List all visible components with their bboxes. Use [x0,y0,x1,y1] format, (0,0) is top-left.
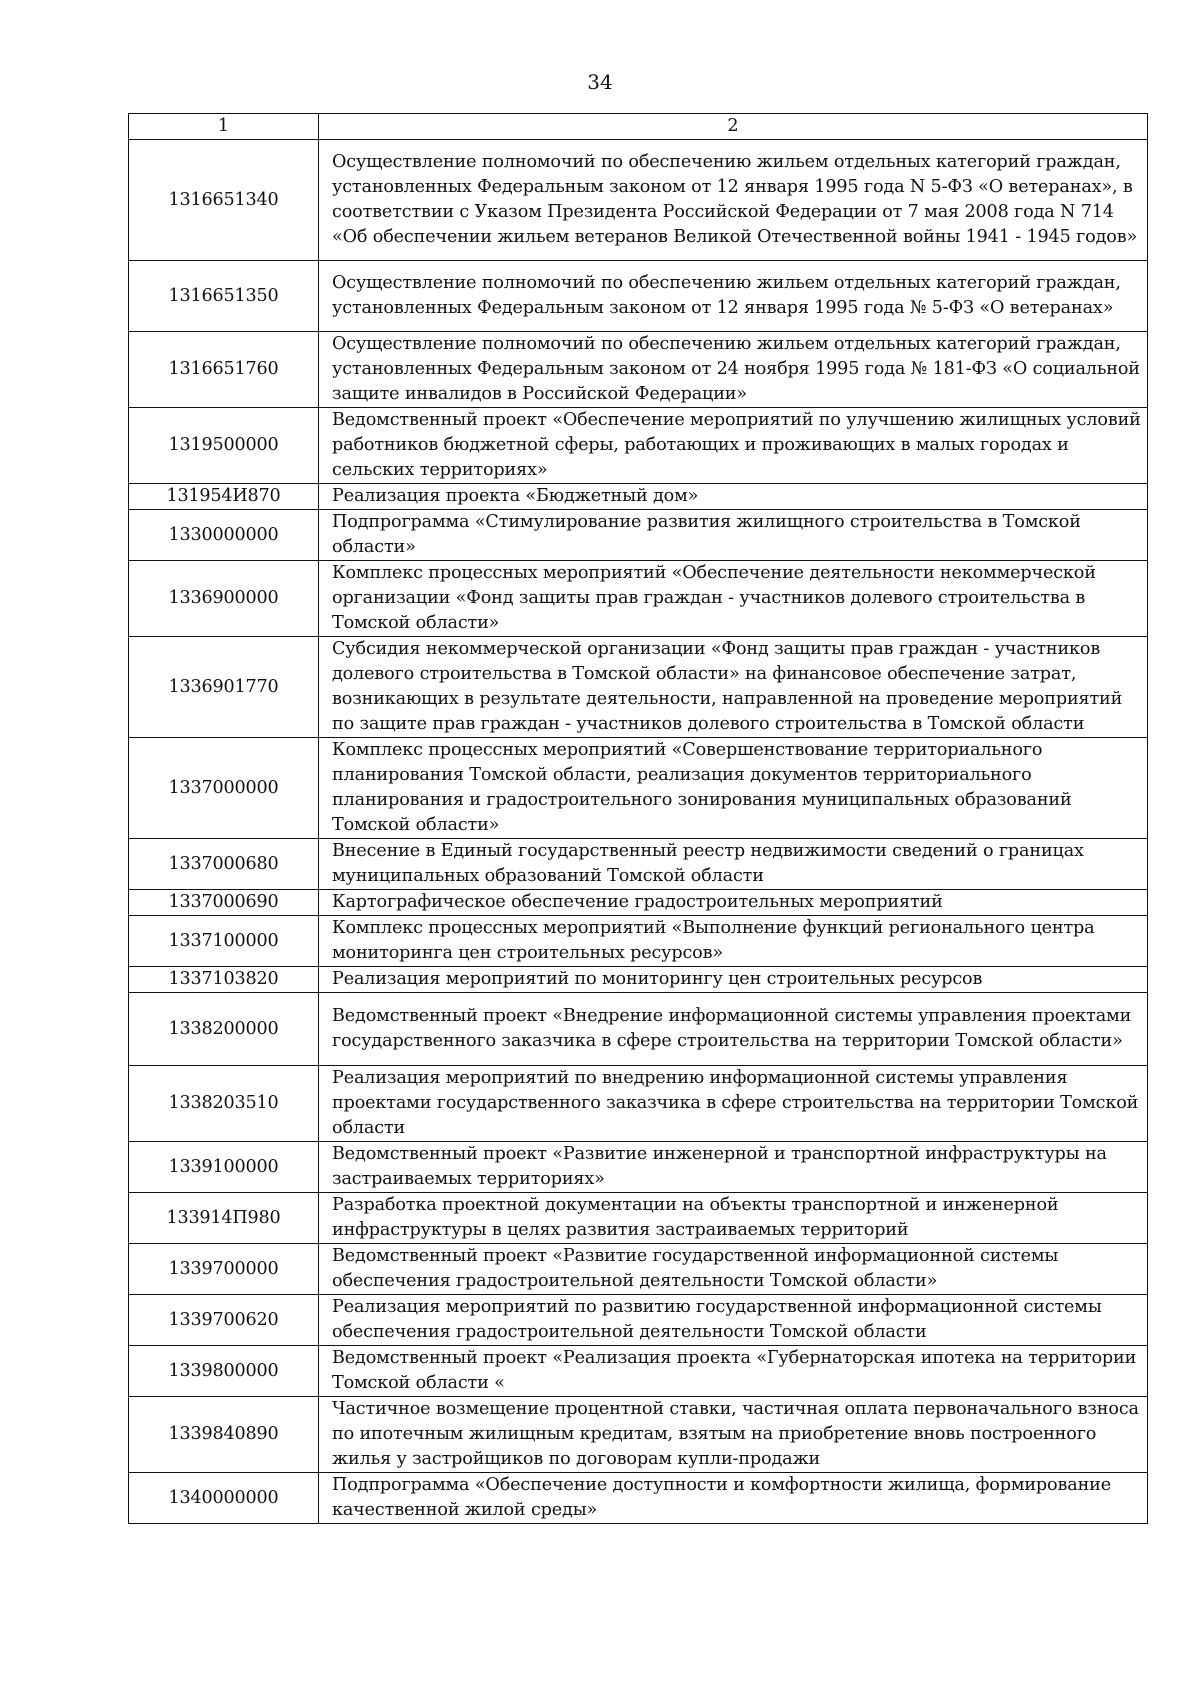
row-code: 1339100000 [129,1142,319,1193]
table-row [129,510,1148,561]
row-code: 1340000000 [129,1473,319,1524]
page-number: 34 [587,70,613,94]
table-header-row [129,114,1148,140]
row-code: 1338203510 [129,1066,319,1142]
table-row [129,637,1148,738]
row-description: Разработка проектной документации на объекты транспортной и инженерной инфраструктуры в целях развития застраиваемых территорий [319,1193,1148,1244]
table-row [129,1244,1148,1295]
row-description: Частичное возмещение процентной ставки, частичная оплата первоначального взноса по ипотечным жилищным кредитам, взятым на приобретение вновь построенного жилья у застройщиков по договорам купли-продажи [319,1397,1148,1473]
row-code: 1337000680 [129,839,319,890]
row-description: Подпрограмма «Обеспечение доступности и комфортности жилища, формирование качественной жилой среды» [319,1473,1148,1524]
row-code: 1319500000 [129,408,319,484]
row-description: Реализация мероприятий по внедрению информационной системы управления проектами государственного заказчика в сфере строительства на территории Томской области [319,1066,1148,1142]
row-code: 1339700620 [129,1295,319,1346]
row-code: 1338200000 [129,993,319,1066]
row-code: 1336900000 [129,561,319,637]
table-row [129,993,1148,1066]
table-row [129,967,1148,993]
table-row [129,1295,1148,1346]
table-row [129,1397,1148,1473]
row-description: Картографическое обеспечение градостроительных мероприятий [319,890,1148,916]
row-description: Реализация мероприятий по мониторингу цен строительных ресурсов [319,967,1148,993]
row-description: Ведомственный проект «Внедрение информационной системы управления проектами государственного заказчика в сфере строительства на территории Томской области» [319,993,1148,1066]
row-description: Осуществление полномочий по обеспечению жильем отдельных категорий граждан, установленных Федеральным законом от 12 января 1995 года N 5-ФЗ «О ветеранах», в соответствии с Указом Президента Российской Федерации от 7 мая 2008 года N 714 «Об обеспечении жильем ветеранов Великой Отечественной войны 1941 - 1945 годов» [319,140,1148,261]
row-code: 1316651350 [129,261,319,332]
row-description: Субсидия некоммерческой организации «Фонд защиты прав граждан - участников долевого строительства в Томской области» на финансовое обеспечение затрат, возникающих в результате деятельности, направленной на проведение мероприятий по защите прав граждан - участников долевого строительства в Томской области [319,637,1148,738]
row-description: Осуществление полномочий по обеспечению жильем отдельных категорий граждан, установленных Федеральным законом от 24 ноября 1995 года № 181-ФЗ «О социальной защите инвалидов в Российской Федерации» [319,332,1148,408]
row-description: Ведомственный проект «Реализация проекта «Губернаторская ипотека на территории Томской области « [319,1346,1148,1397]
table-row [129,408,1148,484]
table-row [129,332,1148,408]
row-code: 1316651340 [129,140,319,261]
table-row [129,1193,1148,1244]
row-code: 1337000000 [129,738,319,839]
table-row [129,1473,1148,1524]
table-row [129,890,1148,916]
table-row [129,839,1148,890]
row-description: Реализация мероприятий по развитию государственной информационной системы обеспечения градостроительной деятельности Томской области [319,1295,1148,1346]
budget-classification-table [128,113,1148,1524]
row-description: Ведомственный проект «Обеспечение мероприятий по улучшению жилищных условий работников бюджетной сферы, работающих и проживающих в малых городах и сельских территориях» [319,408,1148,484]
table-row [129,261,1148,332]
table-row [129,738,1148,839]
row-description: Реализация проекта «Бюджетный дом» [319,484,1148,510]
row-code: 1339800000 [129,1346,319,1397]
table-row [129,561,1148,637]
table-row [129,1346,1148,1397]
row-description: Подпрограмма «Стимулирование развития жилищного строительства в Томской области» [319,510,1148,561]
row-code: 1339840890 [129,1397,319,1473]
row-description: Осуществление полномочий по обеспечению жильем отдельных категорий граждан, установленных Федеральным законом от 12 января 1995 года № 5-ФЗ «О ветеранах» [319,261,1148,332]
row-description: Комплекс процессных мероприятий «Обеспечение деятельности некоммерческой организации «Фонд защиты прав граждан - участников долевого строительства в Томской области» [319,561,1148,637]
row-code: 1337100000 [129,916,319,967]
table-row [129,1142,1148,1193]
row-code: 1339700000 [129,1244,319,1295]
table-row [129,916,1148,967]
row-code: 1337103820 [129,967,319,993]
table-row [129,484,1148,510]
row-description: Ведомственный проект «Развитие государственной информационной системы обеспечения градостроительной деятельности Томской области» [319,1244,1148,1295]
row-description: Ведомственный проект «Развитие инженерной и транспортной инфраструктуры на застраиваемых территориях» [319,1142,1148,1193]
column-header-description: 2 [319,114,1148,140]
row-description: Комплекс процессных мероприятий «Выполнение функций регионального центра мониторинга цен строительных ресурсов» [319,916,1148,967]
row-code: 1316651760 [129,332,319,408]
column-header-code: 1 [129,114,319,140]
table-row [129,140,1148,261]
row-code: 1336901770 [129,637,319,738]
row-code: 131954И870 [129,484,319,510]
row-code: 133914П980 [129,1193,319,1244]
row-code: 1330000000 [129,510,319,561]
row-description: Комплекс процессных мероприятий «Совершенствование территориального планирования Томской области, реализация документов территориального планирования и градостроительного зонирования муниципальных образований Томской области» [319,738,1148,839]
row-description: Внесение в Единый государственный реестр недвижимости сведений о границах муниципальных образований Томской области [319,839,1148,890]
table-row [129,1066,1148,1142]
row-code: 1337000690 [129,890,319,916]
